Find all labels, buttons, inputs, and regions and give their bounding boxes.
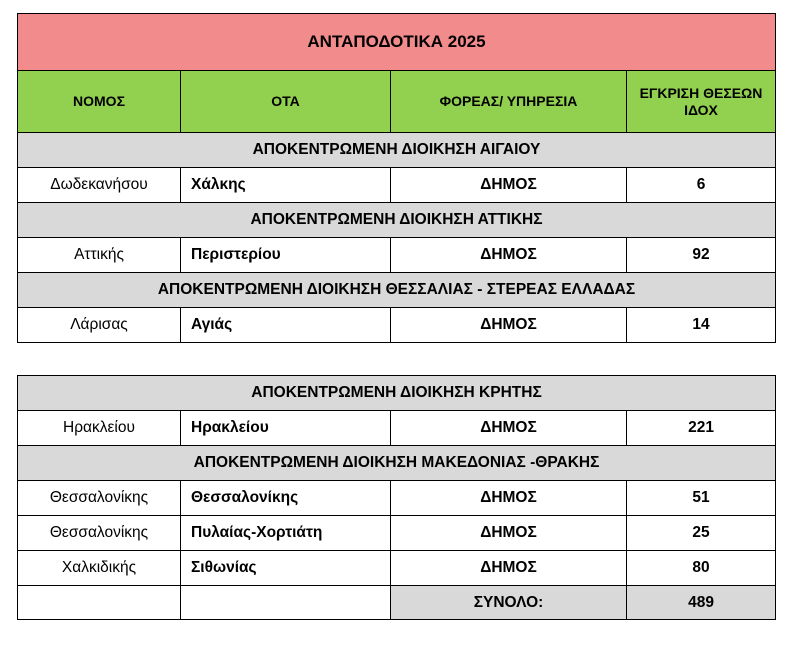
title-row <box>18 14 776 71</box>
cell-ota: Χάλκης <box>181 168 391 203</box>
cell-ota: Σιθωνίας <box>181 551 391 586</box>
cell-nomos: Ηρακλείου <box>18 411 181 446</box>
total-row <box>18 586 776 620</box>
table-row <box>18 481 776 516</box>
table-row <box>18 238 776 273</box>
section-title: ΑΠΟΚΕΝΤΡΩΜΕΝΗ ΔΙΟΙΚΗΣΗ ΑΙΓΑΙΟΥ <box>18 133 776 168</box>
cell-ota: Αγιάς <box>181 308 391 343</box>
header-nomos: ΝΟΜΟΣ <box>18 71 181 133</box>
table-row <box>18 411 776 446</box>
cell-ota: Θεσσαλονίκης <box>181 481 391 516</box>
cell-foreas: ΔΗΜΟΣ <box>391 308 627 343</box>
cell-count: 14 <box>627 308 776 343</box>
section-title: ΑΠΟΚΕΝΤΡΩΜΕΝΗ ΔΙΟΙΚΗΣΗ ΘΕΣΣΑΛΙΑΣ - ΣΤΕΡΕΑΣ ΕΛΛΑΔΑΣ <box>18 273 776 308</box>
cell-nomos: Θεσσαλονίκης <box>18 516 181 551</box>
header-row <box>18 71 776 133</box>
cell-ota: Ηρακλείου <box>181 411 391 446</box>
table-row <box>18 168 776 203</box>
cell-count: 92 <box>627 238 776 273</box>
section-title: ΑΠΟΚΕΝΤΡΩΜΕΝΗ ΔΙΟΙΚΗΣΗ ΚΡΗΤΗΣ <box>18 376 776 411</box>
cell-nomos: Δωδεκανήσου <box>18 168 181 203</box>
cell-count: 6 <box>627 168 776 203</box>
section-row <box>18 376 776 411</box>
allocation-table-top <box>17 13 776 343</box>
cell-ota: Περιστερίου <box>181 238 391 273</box>
total-label: ΣΥΝΟΛΟ: <box>391 586 627 620</box>
section-title: ΑΠΟΚΕΝΤΡΩΜΕΝΗ ΔΙΟΙΚΗΣΗ ΑΤΤΙΚΗΣ <box>18 203 776 238</box>
cell-foreas: ΔΗΜΟΣ <box>391 516 627 551</box>
cell-foreas: ΔΗΜΟΣ <box>391 411 627 446</box>
section-row <box>18 273 776 308</box>
cell-foreas: ΔΗΜΟΣ <box>391 481 627 516</box>
cell-count: 221 <box>627 411 776 446</box>
cell-ota: Πυλαίας-Χορτιάτη <box>181 516 391 551</box>
cell-count: 51 <box>627 481 776 516</box>
section-row <box>18 203 776 238</box>
header-ota: ΟΤΑ <box>181 71 391 133</box>
table-row <box>18 516 776 551</box>
cell-foreas: ΔΗΜΟΣ <box>391 168 627 203</box>
section-row <box>18 446 776 481</box>
cell-count: 25 <box>627 516 776 551</box>
section-row <box>18 133 776 168</box>
cell-nomos: Χαλκιδικής <box>18 551 181 586</box>
section-title: ΑΠΟΚΕΝΤΡΩΜΕΝΗ ΔΙΟΙΚΗΣΗ ΜΑΚΕΔΟΝΙΑΣ -ΘΡΑΚΗΣ <box>18 446 776 481</box>
cell-foreas: ΔΗΜΟΣ <box>391 551 627 586</box>
cell-nomos: Λάρισας <box>18 308 181 343</box>
cell-nomos: Θεσσαλονίκης <box>18 481 181 516</box>
table-row <box>18 551 776 586</box>
table-row <box>18 308 776 343</box>
cell-nomos: Αττικής <box>18 238 181 273</box>
empty-cell <box>18 586 181 620</box>
header-egkrisi: ΕΓΚΡΙΣΗ ΘΕΣΕΩΝ ΙΔΟΧ <box>627 71 776 133</box>
empty-cell <box>181 586 391 620</box>
allocation-table-bottom <box>17 375 776 620</box>
cell-count: 80 <box>627 551 776 586</box>
total-value: 489 <box>627 586 776 620</box>
table-title: ΑΝΤΑΠΟΔΟΤΙΚΑ 2025 <box>18 14 776 71</box>
header-foreas: ΦΟΡΕΑΣ/ ΥΠΗΡΕΣΙΑ <box>391 71 627 133</box>
cell-foreas: ΔΗΜΟΣ <box>391 238 627 273</box>
